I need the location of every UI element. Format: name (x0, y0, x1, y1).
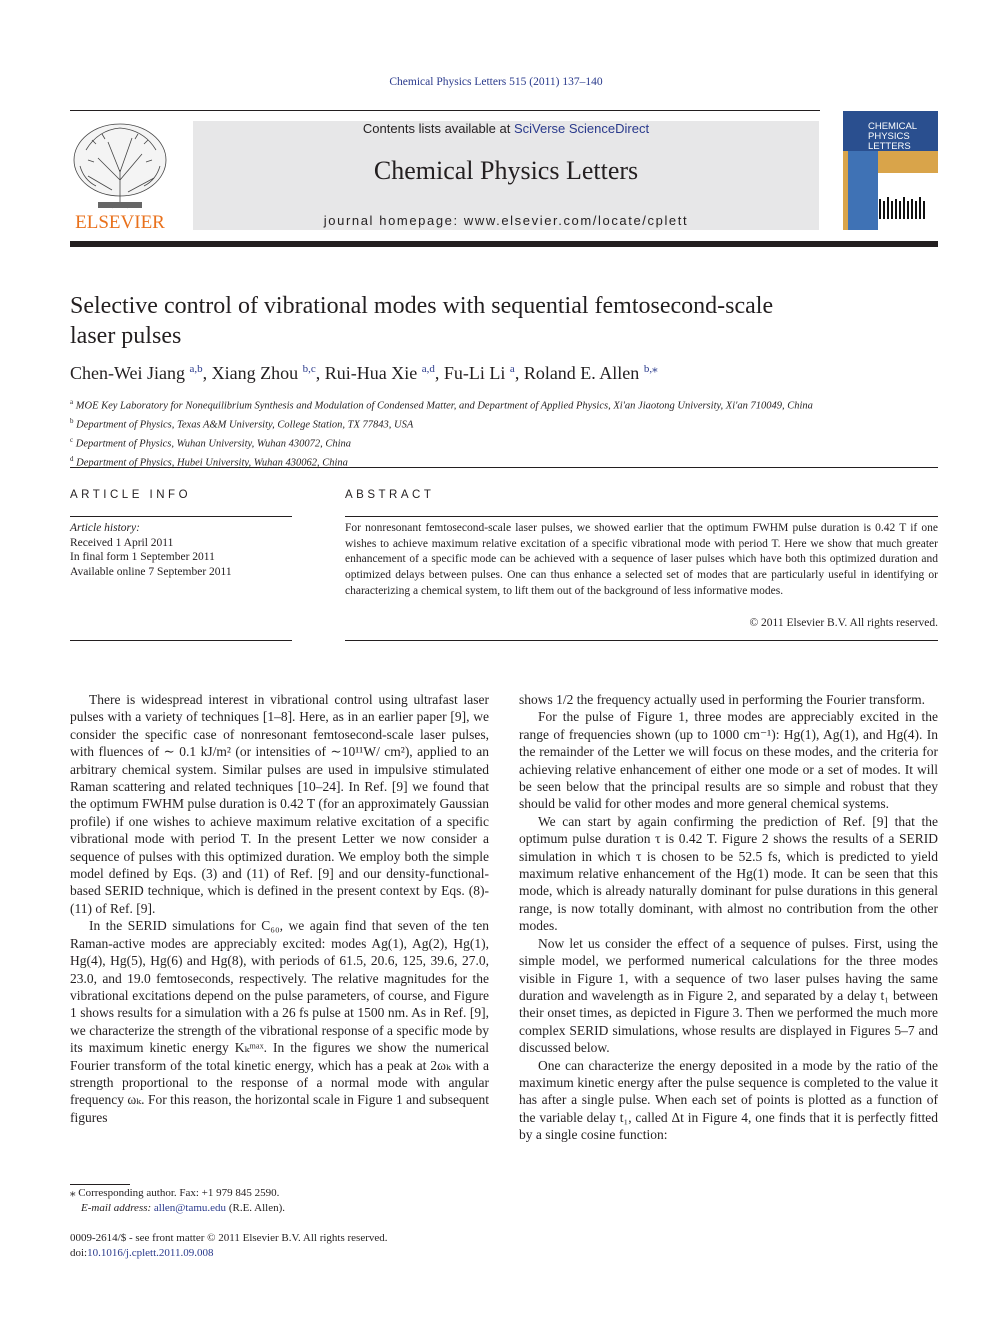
cover-title-1: CHEMICAL (868, 121, 918, 132)
paragraph: In the SERID simulations for C₆₀, we again find that seven of the ten Raman-active modes are appreciably excited: modes Ag(1), Ag(2), Hg(1), Hg(4), Hg(5), Hg(6) and Hg(8), with periods of 61.5, 20.6, 125, 39.6, 27.0, 23.0, and 19.0 femtoseconds, respectively. The relative magnitudes for the vibrational excitations depend on the pulse parameters, of course, and Figure 1 shows results for a simulation with a 26 fs pulse at 1500 nm. As in Ref. [9], we characterize the strength of the vibrational response of a specific mode by its maximum kinetic energy Kₖᵐᵃˣ. In the figures we show the numerical Fourier transform of the total kinetic energy, which has a peak at 2ωₖ with a strength proportional to the response of a normal mode with angular frequency ωₖ. For this reason, the horizontal scale in Figure 1 and subsequent figures (70, 918, 489, 1125)
elsevier-logo[interactable] (68, 120, 172, 232)
abstract-heading: ABSTRACT (345, 489, 435, 501)
elsevier-tree-icon (68, 120, 172, 232)
footnote-rule (70, 1184, 130, 1185)
author[interactable]: Rui-Hua Xie $^{a,d}$ (324, 363, 435, 383)
cover-image (843, 111, 938, 230)
paragraph: We can start by again confirming the prediction of Ref. [9] that the optimum pulse duration τ is 0.42 T. Figure 2 shows the results of a SERID simulation in which τ is chosen to be 52.5 fs, which is predicted to yield maximum relative enhancement of the Hg(1) mode. It can be seen that this mode, which is already naturally dominant for pulse durations in this general range, is now totally dominant, with almost no contribution from the other modes. (519, 813, 938, 934)
divider (70, 516, 292, 517)
divider (345, 640, 938, 641)
affiliation: $^d$ Department of Physics, Hubei University, Wuhan 430062, China (70, 455, 348, 469)
copyright: © 2011 Elsevier B.V. All rights reserved. (749, 617, 938, 629)
author[interactable]: Xiang Zhou $^{b,c}$ (211, 363, 316, 383)
journal-title: Chemical Physics Letters (373, 156, 639, 185)
article-history: Article history: Received 1 April 2011 In final form 1 September 2011 Available online 7 September 2011 (70, 522, 232, 578)
paragraph: shows 1/2 the frequency actually used in performing the Fourier transform. (519, 692, 926, 707)
front-matter: 0009-2614/$ - see front matter © 2011 Elsevier B.V. All rights reserved. doi:10.1016/j.cplett.2011.09.008 (70, 1232, 388, 1259)
email-link[interactable]: allen@tamu.edu (153, 1201, 227, 1214)
doi-link[interactable]: 10.1016/j.cplett.2011.09.008 (87, 1246, 214, 1259)
affiliations (70, 395, 813, 471)
journal-citation[interactable]: Chemical Physics Letters 515 (2011) 137–140 (389, 76, 603, 88)
author-list: Chen-Wei Jiang $^{a,b}$, Xiang Zhou $^{b,c}$, Rui-Hua Xie $^{a,d}$, Fu-Li Li $^a$, Roland E. Allen $^{b,⁎}$ (70, 363, 658, 383)
journal-cover[interactable] (843, 111, 938, 230)
divider (70, 110, 820, 111)
article-info-heading: ARTICLE INFO (70, 489, 192, 501)
header-rule (70, 241, 938, 247)
body-column-right (519, 691, 938, 1144)
divider (70, 640, 292, 641)
author[interactable]: Roland E. Allen $^{b,⁎}$ (523, 363, 658, 383)
journal-homepage[interactable]: journal homepage: www.elsevier.com/locate/cplett (323, 213, 689, 228)
affiliation: $^b$ Department of Physics, Texas A&M University, College Station, TX 77843, USA (70, 417, 414, 431)
paragraph: One can characterize the energy deposited in a mode by the ratio of the maximum kinetic energy after the pulse sequence is completed to the value it has after a single pulse. When each set of points is plotted as a function of the variable delay t₁, called Δt in Figure 4, one finds that it is perfectly fitted by a single cosine function: (519, 1057, 938, 1143)
author[interactable]: Chen-Wei Jiang $^{a,b}$ (70, 363, 203, 383)
affiliation: $^a$ MOE Key Laboratory for Nonequilibrium Synthesis and Modulation of Condensed Matter, and Department of Applied Physics, Xi'an Jiaotong University, Xi'an 710049, China (70, 398, 813, 412)
divider (345, 516, 938, 517)
contents-line: Contents lists available at SciVerse ScienceDirect (362, 121, 650, 136)
affiliation: $^c$ Department of Physics, Wuhan University, Wuhan 430072, China (70, 436, 352, 450)
cover-title-3: LETTERS (868, 141, 911, 152)
cover-title-2: PHYSICS (868, 131, 910, 142)
divider (70, 467, 938, 468)
article-title: Selective control of vibrational modes with sequential femtosecond-scale laser pulses (70, 293, 774, 349)
paragraph: Now let us consider the effect of a sequence of pulses. First, using the simple model, we performed numerical calculations for the three modes visible in Figure 1, with a sequence of two laser pulses having the same duration and wavelength as in Figure 2, and separated by a delay t₁ between their onset times, as depicted in Figure 3. Then we performed the much more complex SERID simulations, whose results are displayed in Figures 5–7 and discussed below. (519, 935, 938, 1056)
paragraph: There is widespread interest in vibrational control using ultrafast laser pulses with a variety of techniques [1–8]. Here, as in an earlier paper [9], we consider the specific case of nonresonant femtosecond-scale laser pulses, with fluences of ∼ 0.1 kJ/m² (or intensities of ∼10¹¹W/ cm²), applied to an arbitrary chemical system. Similar pulses are used in impulsive stimulated Raman scattering and related techniques [10–24]. In Ref. [9] we found that the optimum FWHM pulse duration is 0.42 T (for an approximately Gaussian profile) if one wishes to achieve maximum relative excitation of a specific vibrational mode with period T. In the present Letter we now consider a sequence of pulses with this optimized duration. We employ both the simple model defined by Eqs. (3) and (11) of Ref. [9] and our density-functional-based SERID technique, which is defined in the present context by Eqs. (8)-(11) of Ref. [9]. (70, 692, 489, 916)
body-column-left (70, 691, 489, 1126)
paragraph: For the pulse of Figure 1, three modes are appreciably excited in the range of frequencies shown (up to 1000 cm⁻¹): Hg(1), Ag(1), and Hg(4). In the remainder of the Letter we will focus on these modes, and the criteria for achieving relative enhancement of either one mode or a set of modes. It will be seen below that the principal results are so simple and robust that they should be valid for other modes and more general chemical systems. (519, 709, 938, 812)
footnote: ⁎ Corresponding author. Fax: +1 979 845 2590. E-mail address: allen@tamu.edu (R.E. Allen). (70, 1187, 286, 1214)
author[interactable]: Fu-Li Li $^a$ (443, 363, 515, 383)
svg-text:ELSEVIER: ELSEVIER (75, 212, 165, 232)
sciencedirect-link[interactable]: SciVerse ScienceDirect (513, 121, 650, 136)
abstract-text: For nonresonant femtosecond-scale laser pulses, we showed earlier that the optimum FWHM pulse duration is 0.42 T if one wishes to achieve maximum relative excitation of a specific vibrational mode with period T. Here we show that much greater enhancement of a specific mode can be achieved with a sequence of laser pulses which have both this optimized duration and optimized delays between pulses. One can thus enhance a selected set of modes that are particularly useful in identifying or characterizing a chemical system, to lift them out of the background of less informative modes. (345, 522, 938, 597)
